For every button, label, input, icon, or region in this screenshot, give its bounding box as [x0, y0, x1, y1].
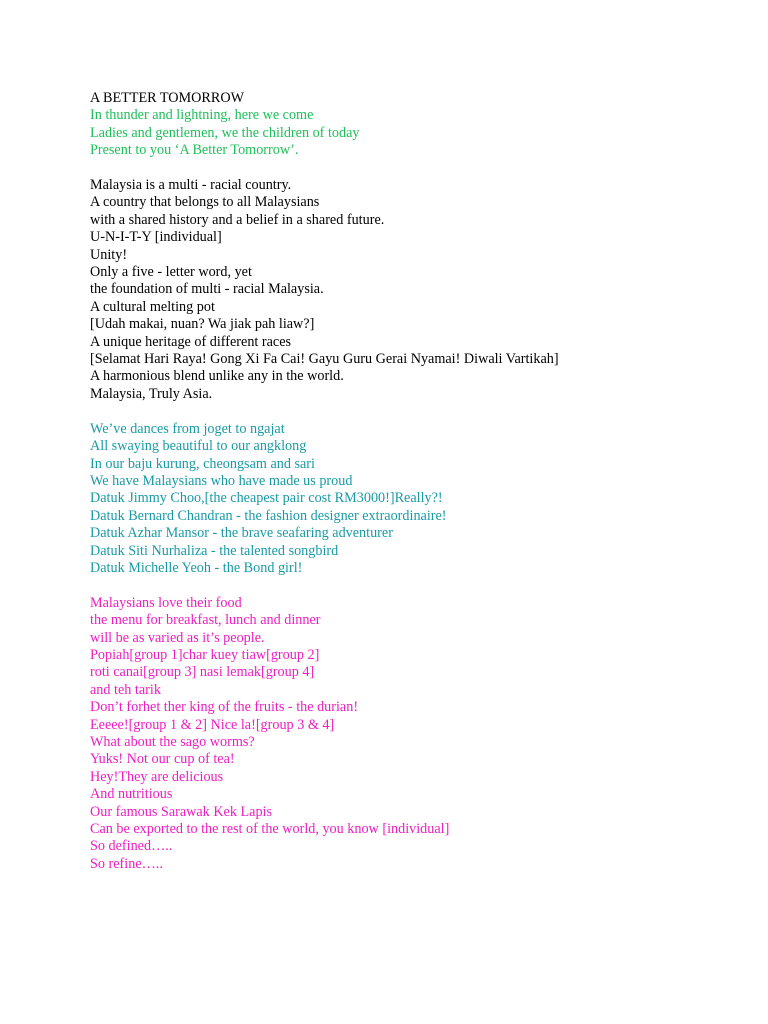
stanza: [90, 177, 730, 403]
poem-line: will be as varied as it’s people.: [90, 629, 265, 646]
poem-line: roti canai[group 3] nasi lemak[group 4]: [90, 664, 315, 681]
poem-line: U-N-I-T-Y [individual]: [90, 229, 222, 246]
poem-line: Don’t forhet ther king of the fruits - the durian!: [90, 699, 359, 716]
document-title: A BETTER TOMORROW: [90, 90, 244, 106]
stanza-list: [90, 107, 730, 873]
poem-line: A cultural melting pot: [90, 298, 215, 315]
poem-line: Datuk Azhar Mansor - the brave seafaring adventurer: [90, 525, 393, 542]
poem-line: Present to you ‘A Better Tomorrow’.: [90, 142, 299, 159]
document-body: [90, 90, 730, 891]
poem-line: All swaying beautiful to our angklong: [90, 438, 307, 455]
poem-line: So defined…..: [90, 838, 173, 855]
poem-line: Our famous Sarawak Kek Lapis: [90, 803, 273, 820]
poem-line: Datuk Jimmy Choo,[the cheapest pair cost RM3000!]Really?!: [90, 490, 443, 507]
poem-line: Can be exported to the rest of the world, you know [individual]: [90, 821, 450, 838]
poem-line: A harmonious blend unlike any in the world.: [90, 368, 344, 385]
poem-line: Ladies and gentlemen, we the children of today: [90, 124, 360, 141]
poem-line: [Selamat Hari Raya! Gong Xi Fa Cai! Gayu Guru Gerai Nyamai! Diwali Vartikah]: [90, 351, 559, 368]
stanza: [90, 595, 730, 874]
poem-line: So refine…..: [90, 855, 163, 872]
poem-line: Malaysia is a multi - racial country.: [90, 177, 292, 194]
poem-line: A unique heritage of different races: [90, 333, 292, 350]
stanza: [90, 421, 730, 578]
poem-line: And nutritious: [90, 786, 173, 803]
poem-line: We’ve dances from joget to ngajat: [90, 420, 285, 437]
poem-line: In our baju kurung, cheongsam and sari: [90, 455, 315, 472]
poem-line: Unity!: [90, 246, 128, 263]
poem-line: What about the sago worms?: [90, 733, 255, 750]
poem-line: Datuk Siti Nurhaliza - the talented songbird: [90, 542, 339, 559]
poem-line: [Udah makai, nuan? Wa jiak pah liaw?]: [90, 316, 315, 333]
poem-line: Hey!They are delicious: [90, 768, 224, 785]
poem-line: Datuk Michelle Yeoh - the Bond girl!: [90, 559, 303, 576]
poem-line: Eeeee![group 1 & 2] Nice la![group 3 & 4]: [90, 716, 335, 733]
poem-line: We have Malaysians who have made us proud: [90, 472, 353, 489]
poem-line: the foundation of multi - racial Malaysia.: [90, 281, 324, 298]
poem-line: with a shared history and a belief in a shared future.: [90, 211, 385, 228]
poem-line: Malaysia, Truly Asia.: [90, 385, 213, 402]
poem-line: In thunder and lightning, here we come: [90, 107, 314, 124]
poem-line: Malaysians love their food: [90, 594, 242, 611]
poem-line: and teh tarik: [90, 681, 161, 698]
poem-line: Datuk Bernard Chandran - the fashion designer extraordinaire!: [90, 507, 447, 524]
poem-line: Yuks! Not our cup of tea!: [90, 751, 235, 768]
poem-line: Popiah[group 1]char kuey tiaw[group 2]: [90, 646, 320, 663]
stanza: [90, 107, 730, 159]
poem-line: the menu for breakfast, lunch and dinner: [90, 612, 321, 629]
poem-line: Only a five - letter word, yet: [90, 264, 252, 281]
poem-line: A country that belongs to all Malaysians: [90, 194, 320, 211]
